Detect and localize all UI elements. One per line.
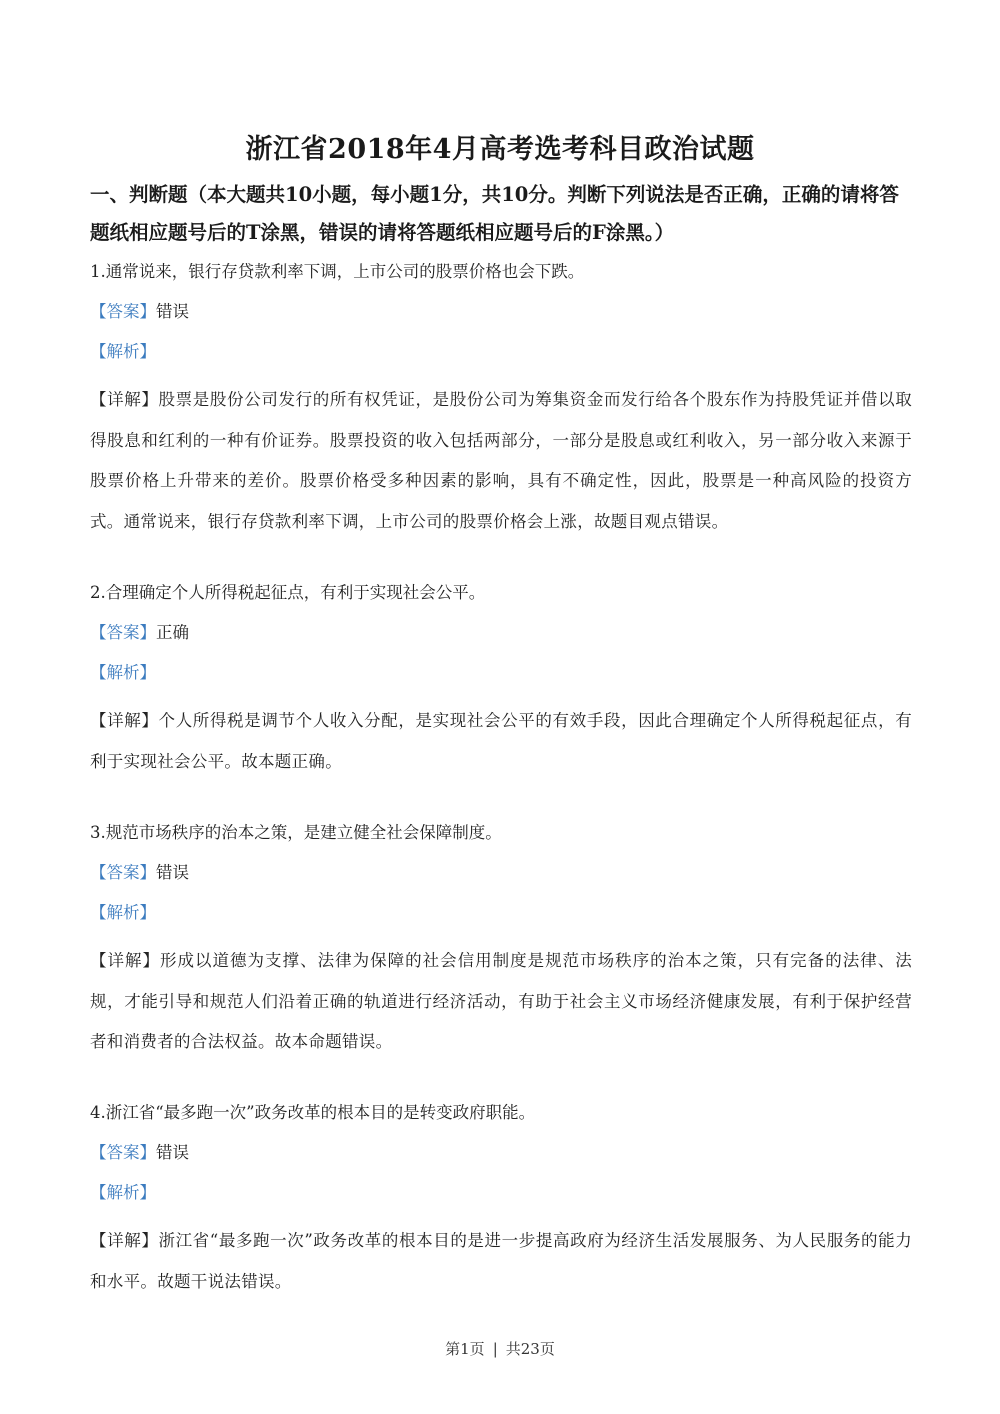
- question-text: 2.合理确定个人所得税起征点，有利于实现社会公平。: [90, 583, 486, 602]
- detail-text: 个人所得税是调节个人收入分配，是实现社会公平的有效手段，因此合理确定个人所得税起征点，有利于实现社会公平。故本题正确。: [90, 711, 912, 771]
- detail-paragraph: [90, 380, 912, 542]
- question-text: 4.浙江省“最多跑一次”政务改革的根本目的是转变政府职能。: [90, 1103, 536, 1122]
- question-block: [90, 581, 912, 782]
- answer-line: [90, 1141, 912, 1165]
- detail-tag: 【详解】: [90, 951, 161, 970]
- question-block: [90, 260, 912, 542]
- answer-tag: 【答案】: [90, 1143, 156, 1162]
- page-footer: [0, 1338, 1000, 1359]
- analysis-tag: 【解析】: [90, 903, 156, 922]
- question-text: 1.通常说来，银行存贷款利率下调，上市公司的股票价格也会下跌。: [90, 262, 585, 281]
- analysis-line: [90, 340, 912, 364]
- question-text: 3.规范市场秩序的治本之策，是建立健全社会保障制度。: [90, 823, 502, 842]
- detail-text: 浙江省“最多跑一次”政务改革的根本目的是进一步提高政府为经济生活发展服务、为人民服务的能力和水平。故题干说法错误。: [90, 1231, 913, 1291]
- answer-value: 错误: [156, 1143, 189, 1162]
- detail-paragraph: [90, 701, 912, 782]
- answer-tag: 【答案】: [90, 863, 156, 882]
- analysis-line: [90, 901, 912, 925]
- answer-line: [90, 621, 912, 645]
- answer-value: 正确: [156, 623, 189, 642]
- detail-tag: 【详解】: [90, 1231, 159, 1250]
- answer-tag: 【答案】: [90, 302, 156, 321]
- analysis-tag: 【解析】: [90, 663, 156, 682]
- page-number: 第1页: [445, 1340, 485, 1358]
- answer-line: [90, 861, 912, 885]
- answer-value: 错误: [156, 863, 189, 882]
- section-heading: 一、判断题（本大题共10小题，每小题1分，共10分。判断下列说法是否正确，正确的请将答题纸相应题号后的T涂黑，错误的请将答题纸相应题号后的F涂黑。）: [90, 183, 899, 244]
- question-block: [90, 1101, 912, 1302]
- analysis-line: [90, 661, 912, 685]
- detail-tag: 【详解】: [90, 390, 159, 409]
- answer-value: 错误: [156, 302, 189, 321]
- detail-text: 股票是股份公司发行的所有权凭证，是股份公司为筹集资金而发行给各个股东作为持股凭证并借以取得股息和红利的一种有价证券。股票投资的收入包括两部分，一部分是股息或红利收入，另一部分收入来源于股票价格上升带来的差价。股票价格受多种因素的影响，具有不确定性，因此，股票是一种高风险的投资方式。通常说来，银行存贷款利率下调，上市公司的股票价格会上涨，故题目观点错误。: [90, 390, 912, 531]
- page-title: 浙江省2018年4月高考选考科目政治试题: [245, 134, 755, 165]
- analysis-tag: 【解析】: [90, 342, 156, 361]
- footer-separator: |: [492, 1340, 498, 1358]
- page-total: 共23页: [505, 1340, 555, 1358]
- detail-text: 形成以道德为支撑、法律为保障的社会信用制度是规范市场秩序的治本之策，只有完备的法律、法规，才能引导和规范人们沿着正确的轨道进行经济活动，有助于社会主义市场经济健康发展，有利于保护经营者和消费者的合法权益。故本命题错误。: [90, 951, 913, 1051]
- detail-tag: 【详解】: [90, 711, 159, 730]
- detail-paragraph: [90, 941, 912, 1063]
- detail-paragraph: [90, 1221, 912, 1302]
- analysis-line: [90, 1181, 912, 1205]
- answer-line: [90, 300, 912, 324]
- analysis-tag: 【解析】: [90, 1183, 156, 1202]
- answer-tag: 【答案】: [90, 623, 156, 642]
- question-block: [90, 821, 912, 1063]
